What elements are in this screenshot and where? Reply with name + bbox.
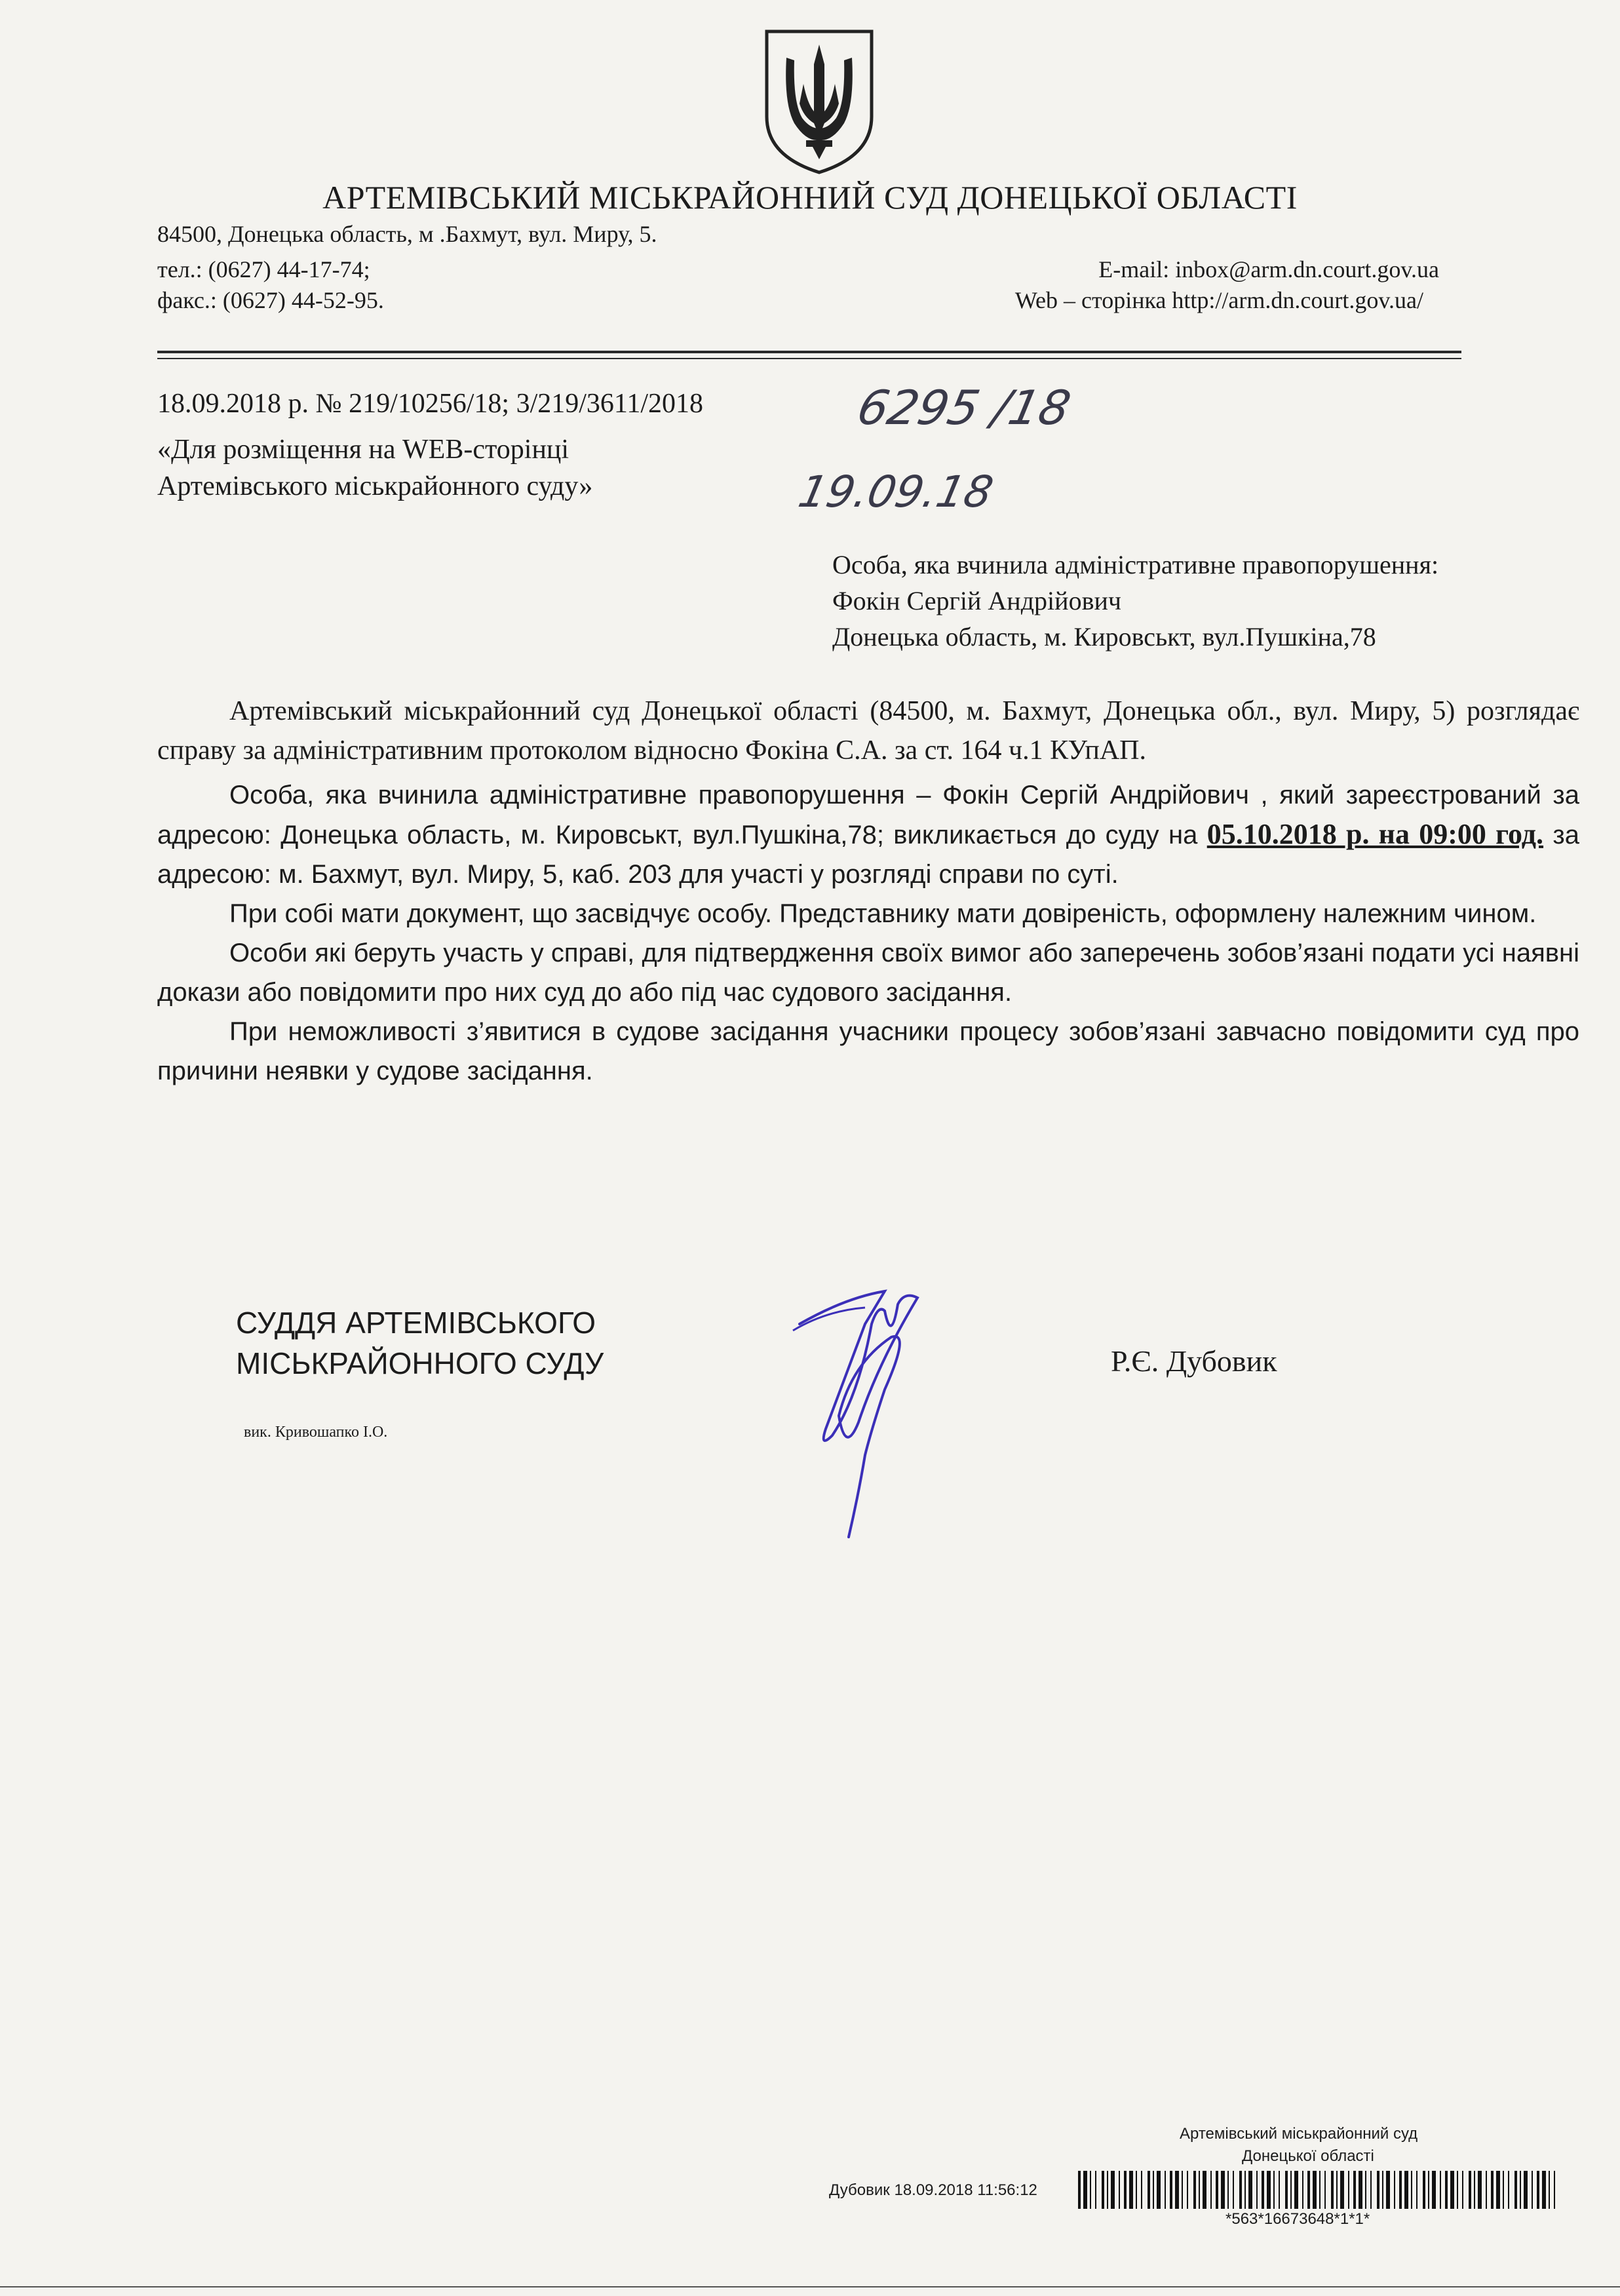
stamp-court-line1: Артемівський міськрайонний суд xyxy=(1180,2125,1418,2143)
judge-title-line2: МІСЬКРАЙОННОГО СУДУ xyxy=(236,1346,604,1380)
hearing-datetime: 05.10.2018 р. на 09:00 год. xyxy=(1206,818,1544,850)
header-divider-thin xyxy=(157,358,1461,359)
barcode-number: *563*16673648*1*1* xyxy=(1225,2210,1370,2228)
page-bottom-edge xyxy=(0,2286,1620,2287)
summons-text-start: Особа, яка вчинила адміністративне правопорушення – Фокін Сергій Андрійович , який зареєстрований за адресою: Донецька область, м. Кировськт, вул.Пушкіна,78; викликається до суду на xyxy=(157,781,1579,849)
stamp-court-line2: Донецької області xyxy=(1242,2147,1374,2165)
header-divider-thick xyxy=(157,351,1461,353)
paragraph-summons xyxy=(157,775,1579,894)
court-fax: факс.: (0627) 44-52-95. xyxy=(157,287,384,313)
paragraph-case-info: Артемівський міськрайонний суд Донецької області (84500, м. Бахмут, Донецька обл., вул. Миру, 5) розглядає справу за адміністративним протоколом відносно Фокіна С.А. за ст. 164 ч.1 КУпАП. xyxy=(157,696,1579,766)
court-name-heading: АРТЕМІВСЬКИЙ МІСЬКРАЙОННИЙ СУД ДОНЕЦЬКОЇ ОБЛАСТІ xyxy=(322,179,1298,216)
addressee-role: Особа, яка вчинила адміністративне правопорушення: xyxy=(832,550,1439,579)
court-email: E-mail: inbox@arm.dn.court.gov.ua xyxy=(1098,256,1439,282)
handwritten-registration-number: 6295 /18 xyxy=(853,380,1075,435)
judge-title-line1: СУДДЯ АРТЕМІВСЬКОГО xyxy=(236,1306,596,1340)
stamp-signer-timestamp: Дубовик 18.09.2018 11:56:12 xyxy=(829,2181,1037,2199)
court-website: Web – сторінка http://arm.dn.court.gov.ua/ xyxy=(1014,287,1423,313)
court-phone: тел.: (0627) 44-17-74; xyxy=(157,256,370,282)
judge-signature-icon xyxy=(786,1285,937,1540)
publication-note-line1: «Для розміщення на WEB-сторінці xyxy=(157,435,569,465)
barcode-icon xyxy=(1078,2171,1563,2209)
handwritten-registration-date: 19.09.18 xyxy=(794,467,998,517)
outgoing-date-number: 18.09.2018 р. № 219/10256/18; 3/219/3611/2018 xyxy=(157,389,704,419)
paragraph-evidence: Особи які беруть участь у справі, для підтвердження своїх вимог або заперечень зобов’язані подати усі наявні докази або повідомити про них суд до або під час судового засідання. xyxy=(157,939,1579,1007)
coat-of-arms-icon xyxy=(760,25,878,176)
paragraph-absence: При неможливості з’явитися в судове засідання учасники процесу зобов’язані завчасно повідомити суд про причини неявки у судове засідання. xyxy=(157,1017,1579,1085)
executor-name: вик. Кривошапко І.О. xyxy=(244,1424,388,1441)
addressee-address: Донецька область, м. Кировськт, вул.Пушкіна,78 xyxy=(832,622,1376,652)
summons-body xyxy=(157,691,1579,1091)
publication-note-line2: Артемівського міськрайонного суду» xyxy=(157,471,593,501)
judge-name: Р.Є. Дубовик xyxy=(1111,1344,1277,1378)
summons-text-end: за адресою: м. Бахмут, вул. Миру, 5, каб. 203 для участі у розгляді справи по суті. xyxy=(157,821,1579,889)
addressee-name: Фокін Сергій Андрійович xyxy=(832,586,1121,615)
paragraph-documents: При собі мати документ, що засвідчує особу. Представнику мати довіреність, оформлену належним чином. xyxy=(229,899,1537,928)
court-address: 84500, Донецька область, м .Бахмут, вул. Миру, 5. xyxy=(157,221,657,247)
